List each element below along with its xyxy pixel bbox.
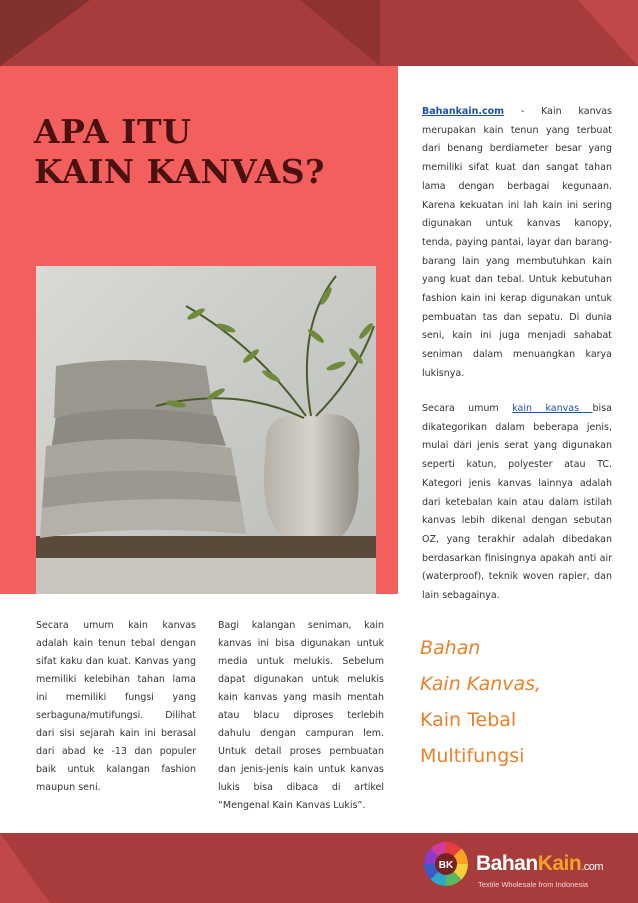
top-banner <box>0 0 638 66</box>
page-title <box>34 112 325 192</box>
category-text-start: Secara umum <box>422 403 513 414</box>
logo-name-part-1: Bahan <box>476 852 538 875</box>
section-heading <box>420 630 620 774</box>
brand-link[interactable]: Bahankain.com <box>422 106 505 117</box>
kain-kanvas-link[interactable]: kain kanvas <box>512 403 593 414</box>
title-line-2: KAIN KANVAS? <box>34 152 325 191</box>
heading-line-2: Kain Kanvas, <box>420 673 542 695</box>
logo-badge-text: BK <box>438 860 454 871</box>
logo-badge-icon <box>424 842 468 886</box>
heading-line-4: Multifungsi <box>420 745 525 767</box>
logo-wordmark <box>476 852 603 876</box>
category-text-rest: bisa dikategorikan dalam beberapa jenis, mulai dari jenis serat yang digunakan seperti katun, polyester atau TC. Kategori jenis kanvas lainnya adalah dari ketebalan kain atau dalam istilah kanvas lebih dikenal dengan sebutan OZ, yang terakhir adalah dibedakan berdasarkan finisingnya apakah anti air (waterproof), teknik woven rapier, dan lain sebagainya. <box>422 403 612 602</box>
body-column-2: Bagi kalangan seniman, kain kanvas ini bisa digunakan untuk media untuk melukis. Sebelum dapat digunakan untuk melukis kain kanvas yang masih mentah atau blacu diproses terlebih dahulu dengan campuran lem. Untuk detail proses pembuatan dan jenis-jenis kain untuk kanvas lukis bisa dibaca di artikel “Mengenal Kain Kanvas Lukis”. <box>218 620 384 811</box>
banner-triangle-left <box>0 0 90 66</box>
banner-triangle-middle <box>300 0 380 66</box>
footer-triangle <box>0 833 50 903</box>
logo-tagline: Textile Wholesale from Indonesia <box>478 880 589 889</box>
intro-text: - Kain kanvas merupakan kain tenun yang terbuat dari benang berdiameter besar yang memiliki sifat kuat dan sangat tahan lama dengan berbagai kegunaan. Karena kekuatan ini lah kain ini sering digunakan untuk kanvas kanopy, tenda, paying pantai, layar dan barang-barang lain yang membutuhkan kain yang kuat dan tebal. Untuk kebutuhan fashion kain ini kerap digunakan untuk pembuatan tas dan sepatu. Di dunia seni, kain ini juga menjadi sahabat seniman dalam menuangkan karya lukisnya. <box>422 106 612 379</box>
category-paragraph <box>422 400 612 606</box>
banner-triangle-right <box>578 0 638 66</box>
folded-canvas-photo <box>36 266 376 594</box>
logo-name-part-3: .com <box>581 861 604 873</box>
heading-line-1: Bahan <box>420 637 481 659</box>
title-line-1: APA ITU <box>34 112 192 151</box>
intro-paragraph <box>422 103 612 384</box>
body-column-1: Secara umum kain kanvas adalah kain tenun tebal dengan sifat kaku dan kuat. Kanvas yang memiliki kelebihan tahan lama ini memiliki fungsi yang serbaguna/mutifungsi. Dilihat dari sisi sejarah kain ini berasal dari abad ke -13 dan populer baik untuk kalangan fashion maupun seni. <box>36 620 196 793</box>
bahankain-logo[interactable] <box>424 842 624 898</box>
heading-line-3: Kain Tebal <box>420 709 517 731</box>
hero-panel <box>0 66 398 594</box>
logo-name-part-2: Kain <box>537 852 582 875</box>
